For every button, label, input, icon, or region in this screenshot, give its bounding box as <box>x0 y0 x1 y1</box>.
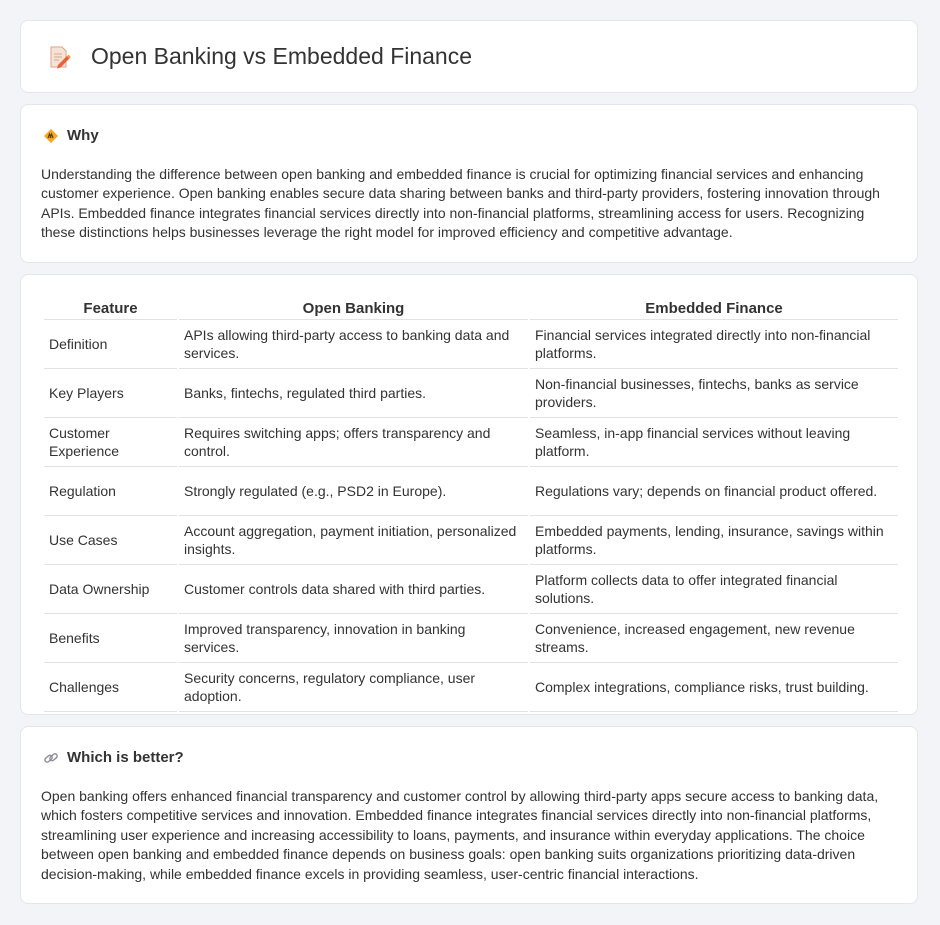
table-row <box>44 663 898 712</box>
which-is-better-section <box>20 726 918 904</box>
why-heading <box>43 127 99 144</box>
link-icon <box>43 750 59 766</box>
feature-cell: Customer Experience <box>44 418 177 467</box>
why-title: Why <box>67 127 99 144</box>
feature-cell: Key Players <box>44 369 177 418</box>
open-banking-cell: Customer controls data shared with third parties. <box>179 565 528 614</box>
column-header-feature: Feature <box>44 297 177 320</box>
table-row <box>44 614 898 663</box>
table-header-row <box>44 297 898 320</box>
open-banking-cell: Improved transparency, innovation in banking services. <box>179 614 528 663</box>
comparison-table <box>42 297 900 712</box>
open-banking-cell: Banks, fintechs, regulated third parties. <box>179 369 528 418</box>
embedded-finance-cell: Regulations vary; depends on financial product offered. <box>530 467 898 516</box>
table-row <box>44 369 898 418</box>
better-title: Which is better? <box>67 749 184 766</box>
warning-sign-icon <box>43 128 59 144</box>
comparison-section <box>20 274 918 715</box>
embedded-finance-cell: Seamless, in-app financial services without leaving platform. <box>530 418 898 467</box>
better-body: Open banking offers enhanced financial transparency and customer control by allowing third-party apps secure access to banking data, which fosters competitive services and innovation. Embedded finance integrates financial services directly into non-financial platforms, streamlining user experience and increasing accessibility to loans, payments, and insurance within everyday applications. The choice between open banking and embedded finance depends on business goals: open banking suits organizations prioritizing data-driven decision-making, while embedded finance excels in providing seamless, user-centric financial interactions. <box>41 788 879 882</box>
why-body: Understanding the difference between open banking and embedded finance is crucial for optimizing financial services and enhancing customer experience. Open banking enables secure data sharing between banks and third-party providers, fostering innovation through APIs. Embedded finance integrates financial services directly into non-financial platforms, streamlining access for users. Recognizing these distinctions helps businesses leverage the right model for improved efficiency and competitive advantage. <box>41 166 880 241</box>
feature-cell: Challenges <box>44 663 177 712</box>
document-pencil-icon <box>47 44 71 70</box>
open-banking-cell: APIs allowing third-party access to banking data and services. <box>179 320 528 369</box>
embedded-finance-cell: Embedded payments, lending, insurance, savings within platforms. <box>530 516 898 565</box>
open-banking-cell: Account aggregation, payment initiation, personalized insights. <box>179 516 528 565</box>
embedded-finance-cell: Convenience, increased engagement, new revenue streams. <box>530 614 898 663</box>
column-header-open-banking: Open Banking <box>179 297 528 320</box>
open-banking-cell: Security concerns, regulatory compliance, user adoption. <box>179 663 528 712</box>
feature-cell: Definition <box>44 320 177 369</box>
table-row <box>44 418 898 467</box>
table-row <box>44 320 898 369</box>
open-banking-cell: Strongly regulated (e.g., PSD2 in Europe). <box>179 467 528 516</box>
embedded-finance-cell: Financial services integrated directly into non-financial platforms. <box>530 320 898 369</box>
feature-cell: Benefits <box>44 614 177 663</box>
better-heading <box>43 749 184 766</box>
embedded-finance-cell: Complex integrations, compliance risks, trust building. <box>530 663 898 712</box>
feature-cell: Regulation <box>44 467 177 516</box>
embedded-finance-cell: Non-financial businesses, fintechs, banks as service providers. <box>530 369 898 418</box>
why-section <box>20 104 918 263</box>
page-title: Open Banking vs Embedded Finance <box>91 43 473 69</box>
feature-cell: Data Ownership <box>44 565 177 614</box>
feature-cell: Use Cases <box>44 516 177 565</box>
column-header-embedded-finance: Embedded Finance <box>530 297 898 320</box>
header-card <box>20 20 918 93</box>
open-banking-cell: Requires switching apps; offers transparency and control. <box>179 418 528 467</box>
table-row <box>44 467 898 516</box>
embedded-finance-cell: Platform collects data to offer integrated financial solutions. <box>530 565 898 614</box>
table-row <box>44 516 898 565</box>
table-row <box>44 565 898 614</box>
title-row <box>47 43 472 70</box>
